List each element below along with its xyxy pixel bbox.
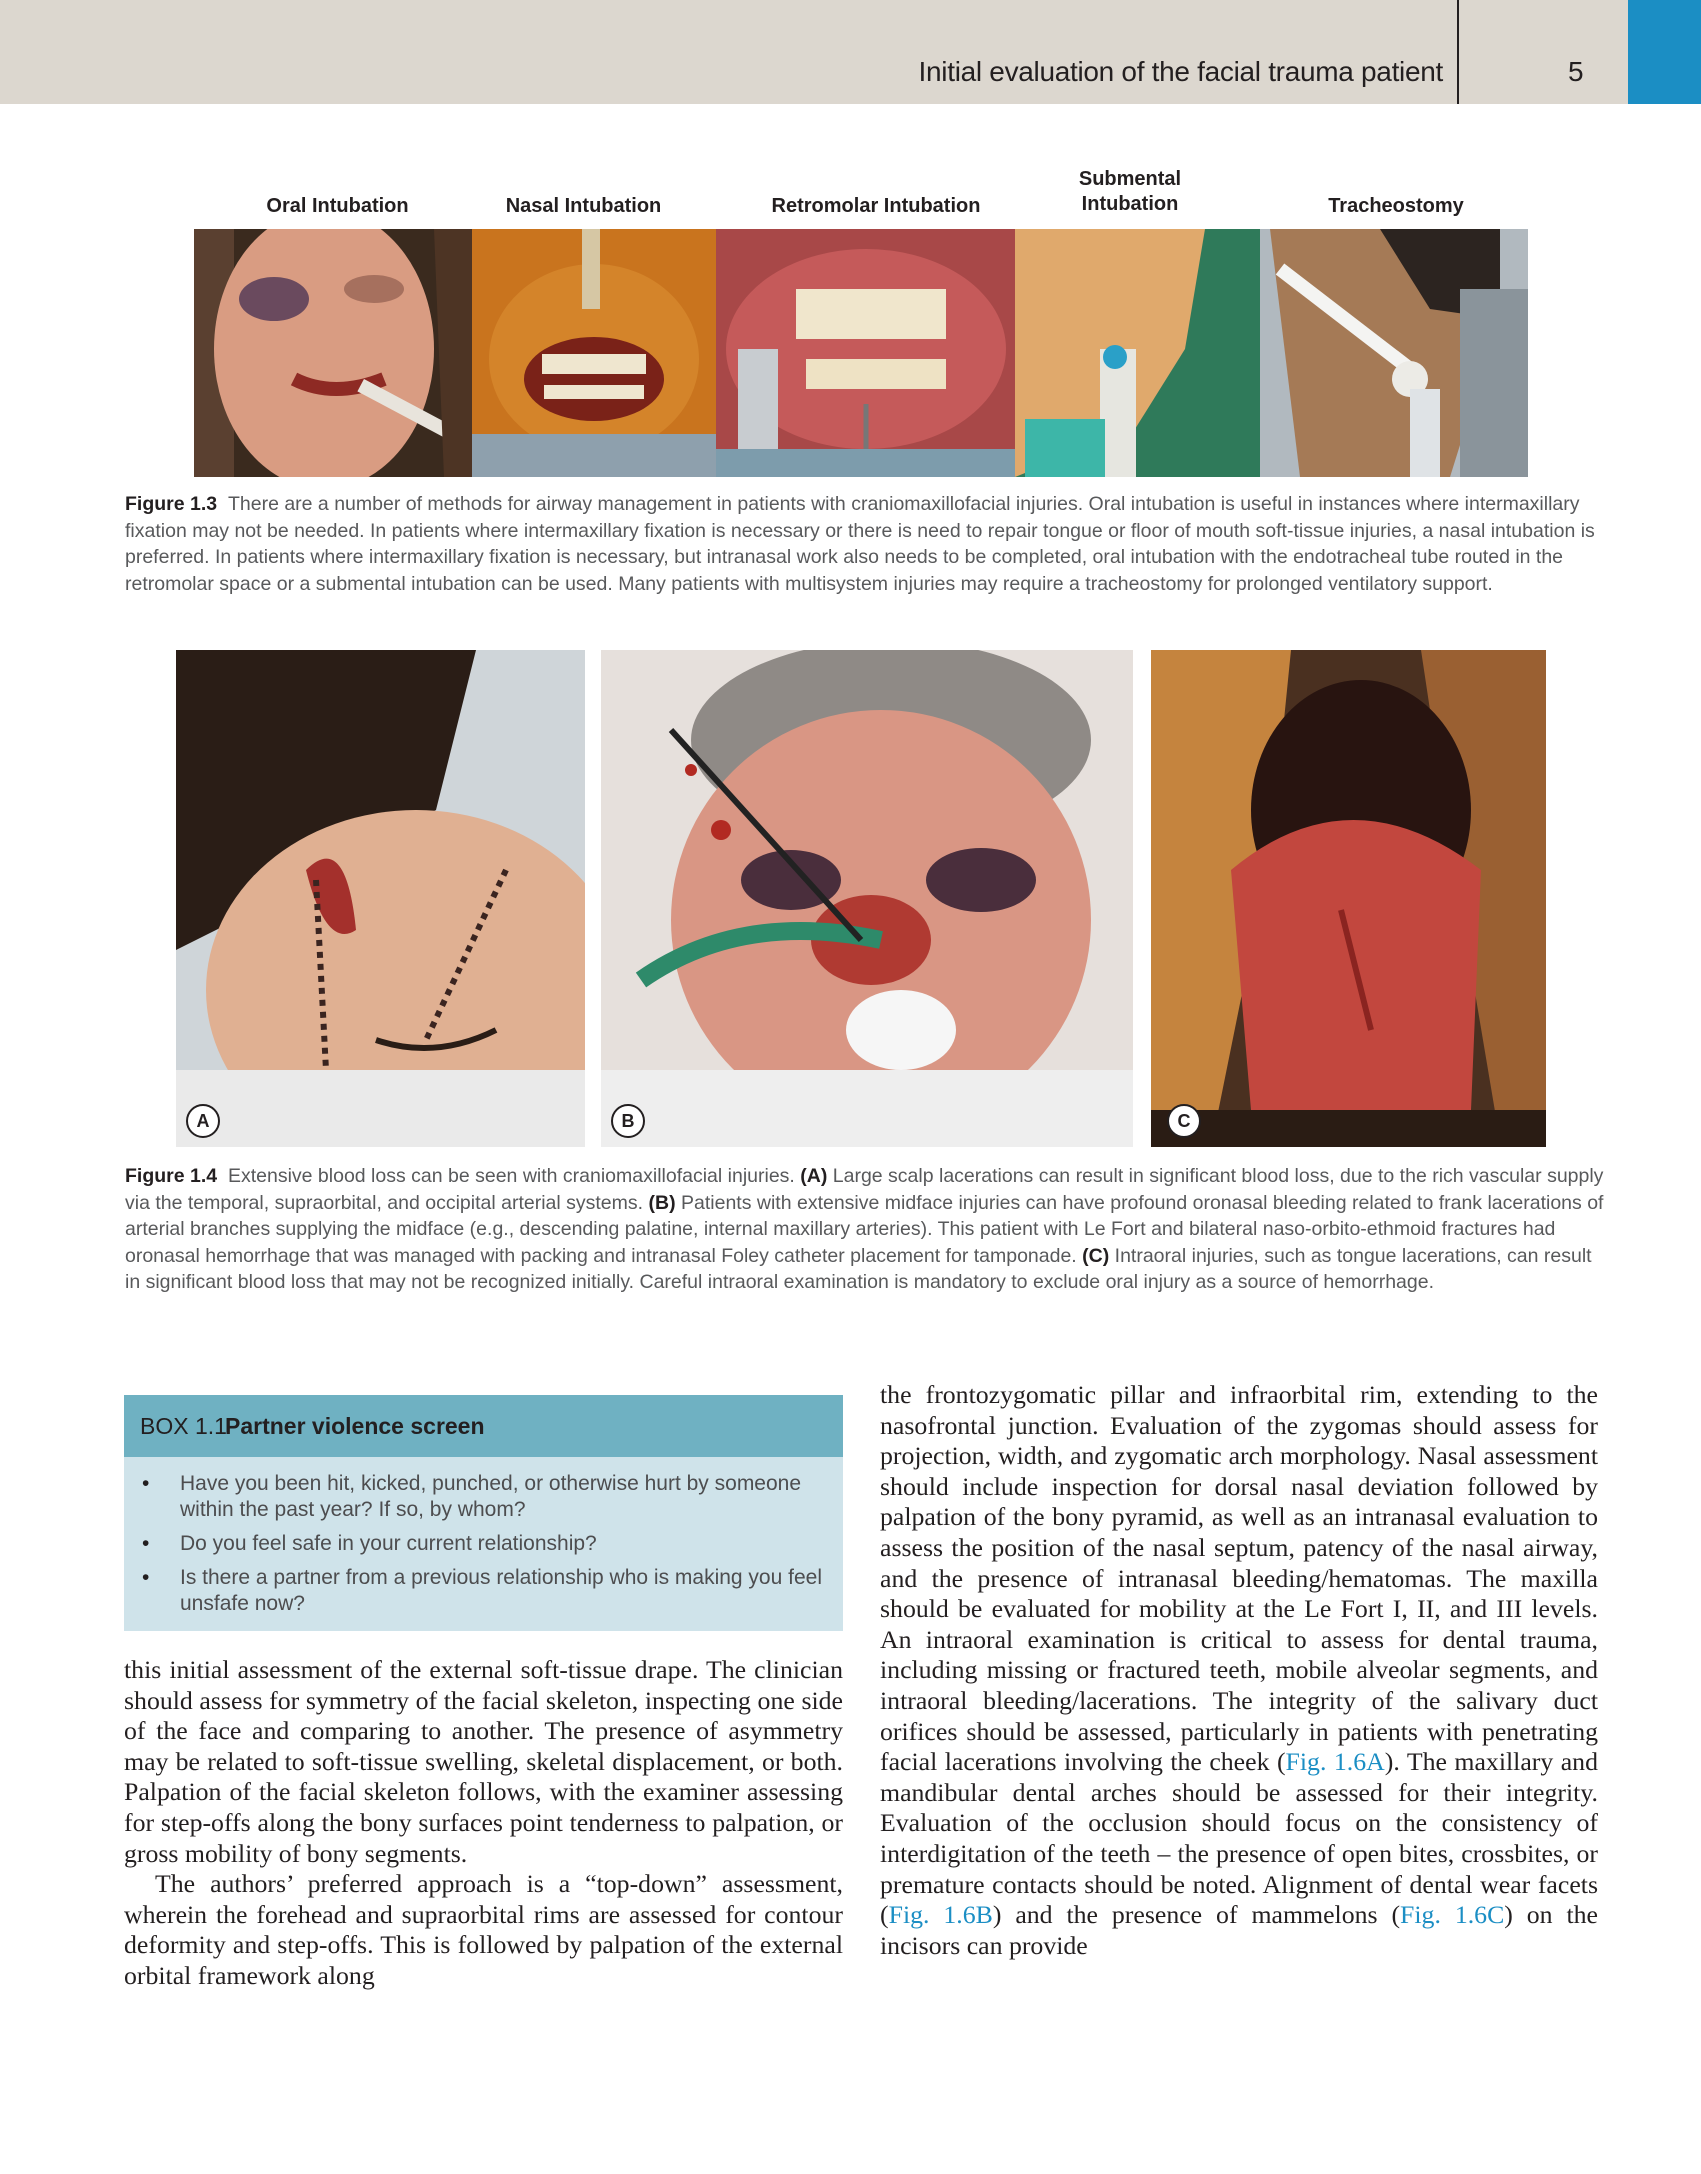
label-nasal-intubation: Nasal Intubation xyxy=(505,195,662,217)
body-text: the frontozygomatic pillar and infraorbital rim, extending to the nasofrontal junction. Evaluation of the zygomas should assess for projection, width, and zygomatic arch morphology. Nasal assessment should include inspection for dorsal nasal deviation followed by palpation of the bony pyramid, as well as an intranasal evaluation to assess the position of the nasal septum, patency of the nasal airway, and the presence of intranasal bleeding/hematomas. The maxilla should be evaluated for mobility at the Le Fort I, II, and III levels. An intraoral examination is critical to assess for dental trauma, including missing or fractured teeth, mobile alveolar segments, and intraoral bleeding/lacerations. The integrity of the salivary duct orifices should be assessed, particularly in patients with penetrating facial lacerations involving the cheek ( xyxy=(880,1380,1598,1777)
page-number: 5 xyxy=(1568,56,1584,87)
label-submental-intubation xyxy=(1030,167,1230,217)
figure-1-4-label-a: (A) xyxy=(800,1165,828,1187)
label-tracheostomy: Tracheostomy xyxy=(1328,195,1464,217)
figure-reference-link[interactable]: Fig. 1.6C xyxy=(1400,1900,1505,1930)
panel-label-a: A xyxy=(186,1104,220,1138)
figure-1-4-intro: Extensive blood loss can be seen with craniomaxillofacial injuries. xyxy=(227,1165,795,1187)
box-question: • Do you feel safe in your current relationship? xyxy=(124,1531,843,1557)
partner-violence-box xyxy=(124,1395,843,1631)
box-question: • Is there a partner from a previous relationship who is making you feel unsfafe now? xyxy=(124,1565,843,1617)
figure-1-4-caption xyxy=(125,1163,1605,1296)
body-paragraph: The authors’ preferred approach is a “top-down” assessment, wherein the forehead and supraorbital rims are assessed for contour deformity and step-offs. This is followed by palpation of the external orbital framework along xyxy=(124,1869,843,1990)
box-question-list xyxy=(124,1471,843,1625)
box-question: • Have you been hit, kicked, punched, or otherwise hurt by someone within the past year? If so, by whom? xyxy=(124,1471,843,1523)
right-column xyxy=(880,1380,1598,1961)
figure-1-4-label-c: (C) xyxy=(1082,1244,1110,1267)
photo-submental-intubation xyxy=(1015,229,1260,477)
body-text: ) on the incisors can provide xyxy=(880,1900,1599,1960)
photo-tongue-laceration xyxy=(1151,650,1546,1147)
figure-1-4-text-c: Intraoral injuries, such as tongue lacerations, can result in significant blood loss that may not be recognized initially. Careful intraoral examination is mandatory to exclude oral injury as a source of hemorrhage. xyxy=(125,1244,1592,1293)
body-text: ). The maxillary and mandibular dental arches should be assessed for their integrity. Evaluation of the occlusion should focus on the consistency of interdigitation of the teeth – the presence of open bites, crossbites, or premature contacts should be noted. Alignment of dental wear facets ( xyxy=(880,1747,1598,1930)
figure-1-3-number: Figure 1.3 xyxy=(125,493,218,515)
figure-1-4-text-a: Large scalp lacerations can result in significant blood loss, due to the rich vascular supply via the temporal, supraorbital, and occipital arterial systems. xyxy=(125,1165,1604,1214)
body-paragraph: this initial assessment of the external soft-tissue drape. The clinician should assess for symmetry of the facial skeleton, inspecting one side of the face and comparing to another. The presence of asymmetry may be related to soft-tissue swelling, skeletal displacement, or both. Palpation of the facial skeleton follows, with the examiner assessing for step-offs along the bony surfaces point tenderness to palpation, or gross mobility of bony segments. xyxy=(124,1655,843,1868)
body-paragraph xyxy=(880,1380,1598,1961)
photo-midface-hemorrhage xyxy=(601,650,1133,1147)
figure-1-4-text-b: Patients with extensive midface injuries can have profound oronasal bleeding related to frank lacerations of arterial branches supplying the midface (e.g., descending palatine, internal maxillary arteries). This patient with Le Fort and bilateral naso-orbito-ethmoid fractures had oronasal hemorrhage that was managed with packing and intranasal Foley catheter placement for tamponade. xyxy=(125,1191,1604,1267)
photo-nasal-intubation xyxy=(472,229,716,477)
chapter-tab xyxy=(1628,0,1701,104)
figure-reference-link[interactable]: Fig. 1.6B xyxy=(888,1900,993,1930)
label-submental-line1: Submental xyxy=(1078,168,1182,190)
box-header xyxy=(124,1395,843,1457)
label-oral-intubation: Oral Intubation xyxy=(266,195,409,217)
left-column xyxy=(124,1655,843,1992)
box-number: BOX 1.1 xyxy=(140,1413,227,1439)
figure-1-3-caption xyxy=(125,491,1605,597)
figure-1-4-number: Figure 1.4 xyxy=(125,1165,218,1187)
panel-label-b: B xyxy=(611,1104,645,1138)
label-retromolar-intubation: Retromolar Intubation xyxy=(771,195,981,217)
body-text: ) and the presence of mammelons ( xyxy=(992,1900,1401,1930)
photo-oral-intubation xyxy=(194,229,472,477)
figure-1-4-label-b: (B) xyxy=(648,1191,676,1214)
photo-scalp-laceration xyxy=(176,650,585,1147)
running-header-band xyxy=(0,0,1701,104)
panel-label-c: C xyxy=(1167,1104,1201,1138)
label-submental-line2: Intubation xyxy=(1081,193,1179,215)
header-divider xyxy=(1457,0,1459,104)
figure-reference-link[interactable]: Fig. 1.6A xyxy=(1285,1747,1385,1777)
figure-1-3-caption-text: There are a number of methods for airway management in patients with craniomaxillofacial injuries. Oral intubation is useful in instances where intermaxillary fixation may not be needed. In patients where intermaxillary fixation is necessary or there is need to repair tongue or floor of mouth soft-tissue injuries, a nasal intubation is preferred. In patients where intermaxillary fixation is necessary, but intranasal work also needs to be completed, oral intubation with the endotracheal tube routed in the retromolar space or a submental intubation can be used. Many patients with multisystem injuries may require a tracheostomy for prolonged ventilatory support. xyxy=(125,493,1595,595)
photo-tracheostomy xyxy=(1260,229,1528,477)
running-title: Initial evaluation of the facial trauma patient xyxy=(918,56,1443,87)
photo-retromolar-intubation xyxy=(716,229,1015,477)
box-title: Partner violence screen xyxy=(225,1413,485,1439)
